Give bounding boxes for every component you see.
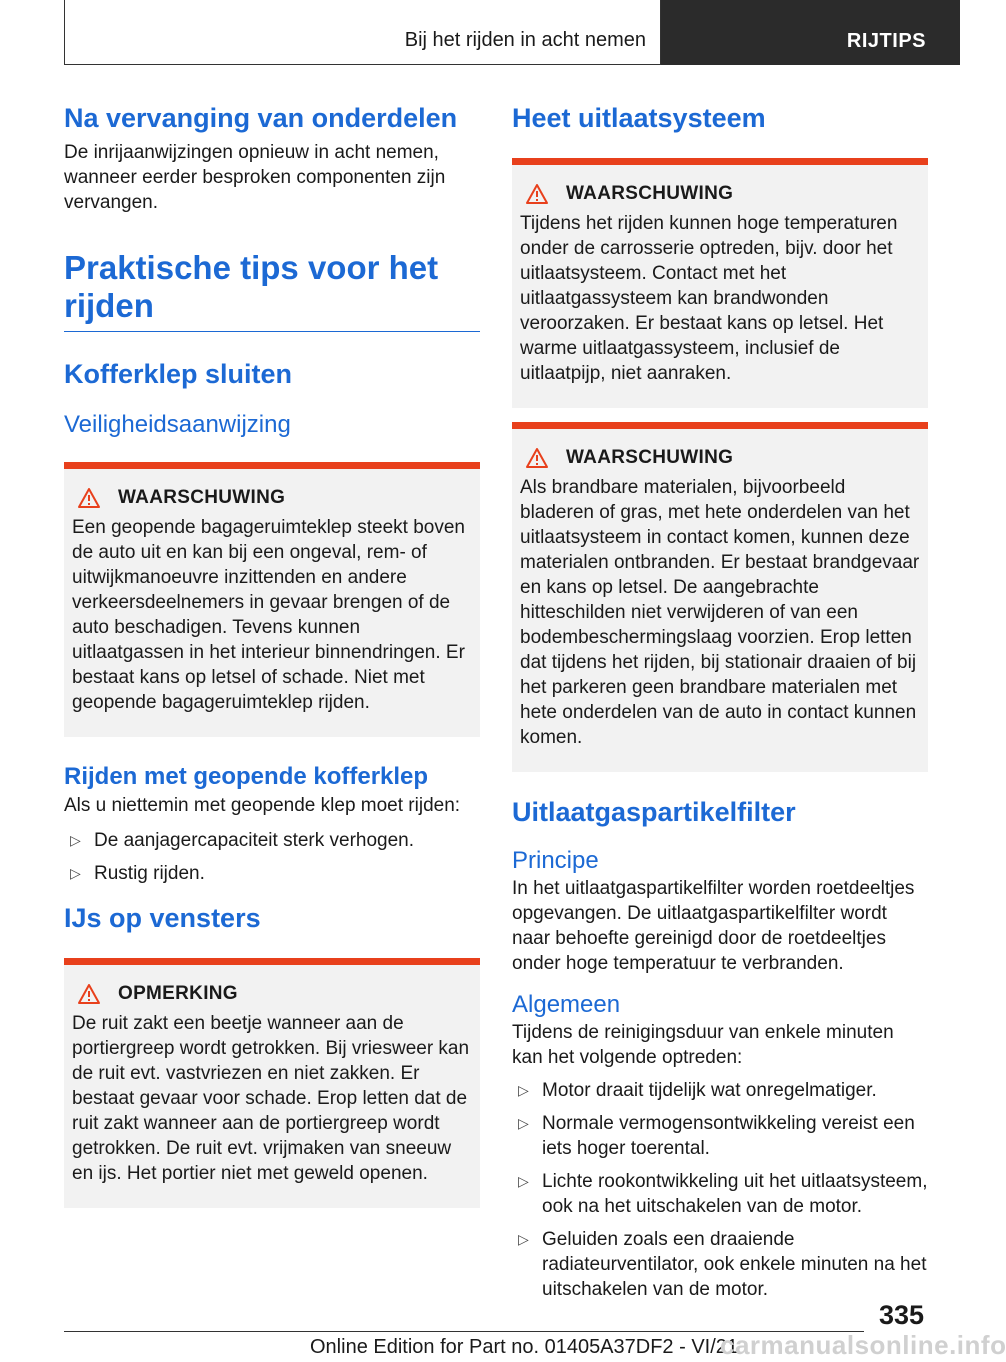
watermark-logo: carmanualsonline.info	[720, 1330, 1006, 1360]
warning-triangle-icon	[526, 448, 548, 468]
left-column	[64, 100, 480, 1208]
warning-box-hot-exhaust	[512, 158, 928, 408]
header-section-title: Bij het rijden in acht nemen	[64, 0, 661, 65]
section-title-particle-filter: Uitlaatgaspartikelfilter	[512, 797, 796, 827]
list-item: ▷ Rustig rijden.	[70, 863, 205, 884]
section-title-exhaust: Heet uitlaatsysteem	[512, 103, 766, 133]
open-trunk-list	[64, 828, 480, 886]
section-body-replacement: De inrijaanwijzingen opnieuw in acht nemen, wanneer eerder besproken componenten zijn vervangen.	[64, 142, 446, 213]
open-trunk-intro: Als u niettemin met geopende klep moet rijden:	[64, 795, 461, 816]
list-item: ▷ Geluiden zoals een draaiende radiateurventilator, ook enkele minuten na het uitschakelen van de motor.	[518, 1229, 927, 1300]
warning-label: WAARSCHUWING	[566, 447, 734, 468]
page-number: 335	[878, 1300, 924, 1330]
triangle-bullet-icon: ▷	[70, 865, 81, 881]
triangle-bullet-icon: ▷	[518, 1082, 529, 1098]
filter-list	[512, 1078, 928, 1302]
chapter-title: Praktische tips voor het rijden	[64, 249, 480, 332]
right-column	[512, 100, 928, 1310]
warning-triangle-icon	[78, 488, 100, 508]
list-item: ▷ Motor draait tijdelijk wat onregelmatiger.	[518, 1080, 877, 1101]
section-title-ice: IJs op vensters	[64, 903, 261, 933]
section-title-replacement: Na vervanging van onderdelen	[64, 103, 458, 133]
subsection-safety: Veiligheidsaanwijzing	[64, 411, 291, 438]
section-title-trunk: Kofferklep sluiten	[64, 359, 293, 389]
list-item: ▷ Normale vermogensontwikkeling vereist een iets hoger toerental.	[518, 1113, 915, 1159]
triangle-bullet-icon: ▷	[518, 1173, 529, 1189]
triangle-bullet-icon: ▷	[70, 832, 81, 848]
footer-edition: Online Edition for Part no. 01405A37DF2 - VI/21	[310, 1336, 739, 1358]
warning-text: Tijdens het rijden kunnen hoge temperaturen onder de carrosserie optreden, bijv. door het uitlaatsysteem. Contact met het uitlaatgassysteem kan brandwonden veroorzaken. Er bestaat kans op letsel. Het warme uitlaatgassysteem, inclusief de uitlaatpijp, niet aanraken.	[520, 213, 898, 384]
note-box-ice	[64, 958, 480, 1208]
subsection-general: Algemeen	[512, 991, 621, 1018]
triangle-bullet-icon: ▷	[518, 1231, 529, 1247]
triangle-bullet-icon: ▷	[518, 1115, 529, 1131]
subsection-open-trunk: Rijden met geopende kofferklep	[64, 763, 429, 790]
warning-label: WAARSCHUWING	[566, 183, 734, 204]
subsection-principle: Principe	[512, 847, 599, 874]
warning-triangle-icon	[526, 184, 548, 204]
warning-box-flammable	[512, 422, 928, 772]
note-text: De ruit zakt een beetje wanneer aan de portiergreep wordt getrokken. Bij vriesweer kan de ruit evt. vastvriezen en niet zakken. Er bestaat gevaar voor schade. Erop letten dat de ruit zakt wanneer aan de portiergreep wordt getrokken. De ruit evt. vrijmaken van sneeuw en ijs. Het portier niet met geweld openen.	[72, 1013, 470, 1184]
general-text: Tijdens de reinigingsduur van enkele minuten kan het volgende optreden:	[512, 1022, 894, 1068]
note-label: OPMERKING	[118, 983, 238, 1004]
principle-text: In het uitlaatgaspartikelfilter worden roetdeeltjes opgevangen. De uitlaatgaspartikelfilter wordt naar behoefte gereinigd door de roetdeeltjes onder hoge temperatuur te verbranden.	[512, 878, 915, 974]
page-header	[64, 0, 960, 65]
warning-text: Een geopende bagageruimteklep steekt boven de auto uit en kan bij een ongeval, rem- of uitwijkmanoeuvre inzittenden en andere verkeersdeelnemers in gevaar brengen of de auto beschadigen. Tevens kunnen uitlaatgassen in het interieur binnendringen. Er bestaat kans op letsel of schade. Niet met geopende bagageruimteklep rijden.	[72, 517, 465, 713]
list-item: ▷ De aanjagercapaciteit sterk verhogen.	[70, 830, 415, 851]
list-item: ▷ Lichte rookontwikkeling uit het uitlaatsysteem, ook na het uitschakelen van de motor.	[518, 1171, 928, 1217]
warning-text: Als brandbare materialen, bijvoorbeeld bladeren of gras, met hete onderdelen van het uitlaatsysteem in contact komen, kunnen deze materialen ontbranden. Er bestaat brandgevaar en kans op letsel. De aangebrachte hitteschilden niet verwijderen of van een bodembeschermingslaag voorzien. Erop letten dat tijdens het rijden, bij stationair draaien of bij het parkeren geen brandbare materialen met hete onderdelen van de auto in contact kunnen komen.	[520, 477, 920, 748]
warning-label: WAARSCHUWING	[118, 487, 286, 508]
warning-box-trunk	[64, 462, 480, 737]
header-chapter-tab: RIJTIPS	[661, 0, 960, 65]
warning-triangle-icon	[78, 984, 100, 1004]
